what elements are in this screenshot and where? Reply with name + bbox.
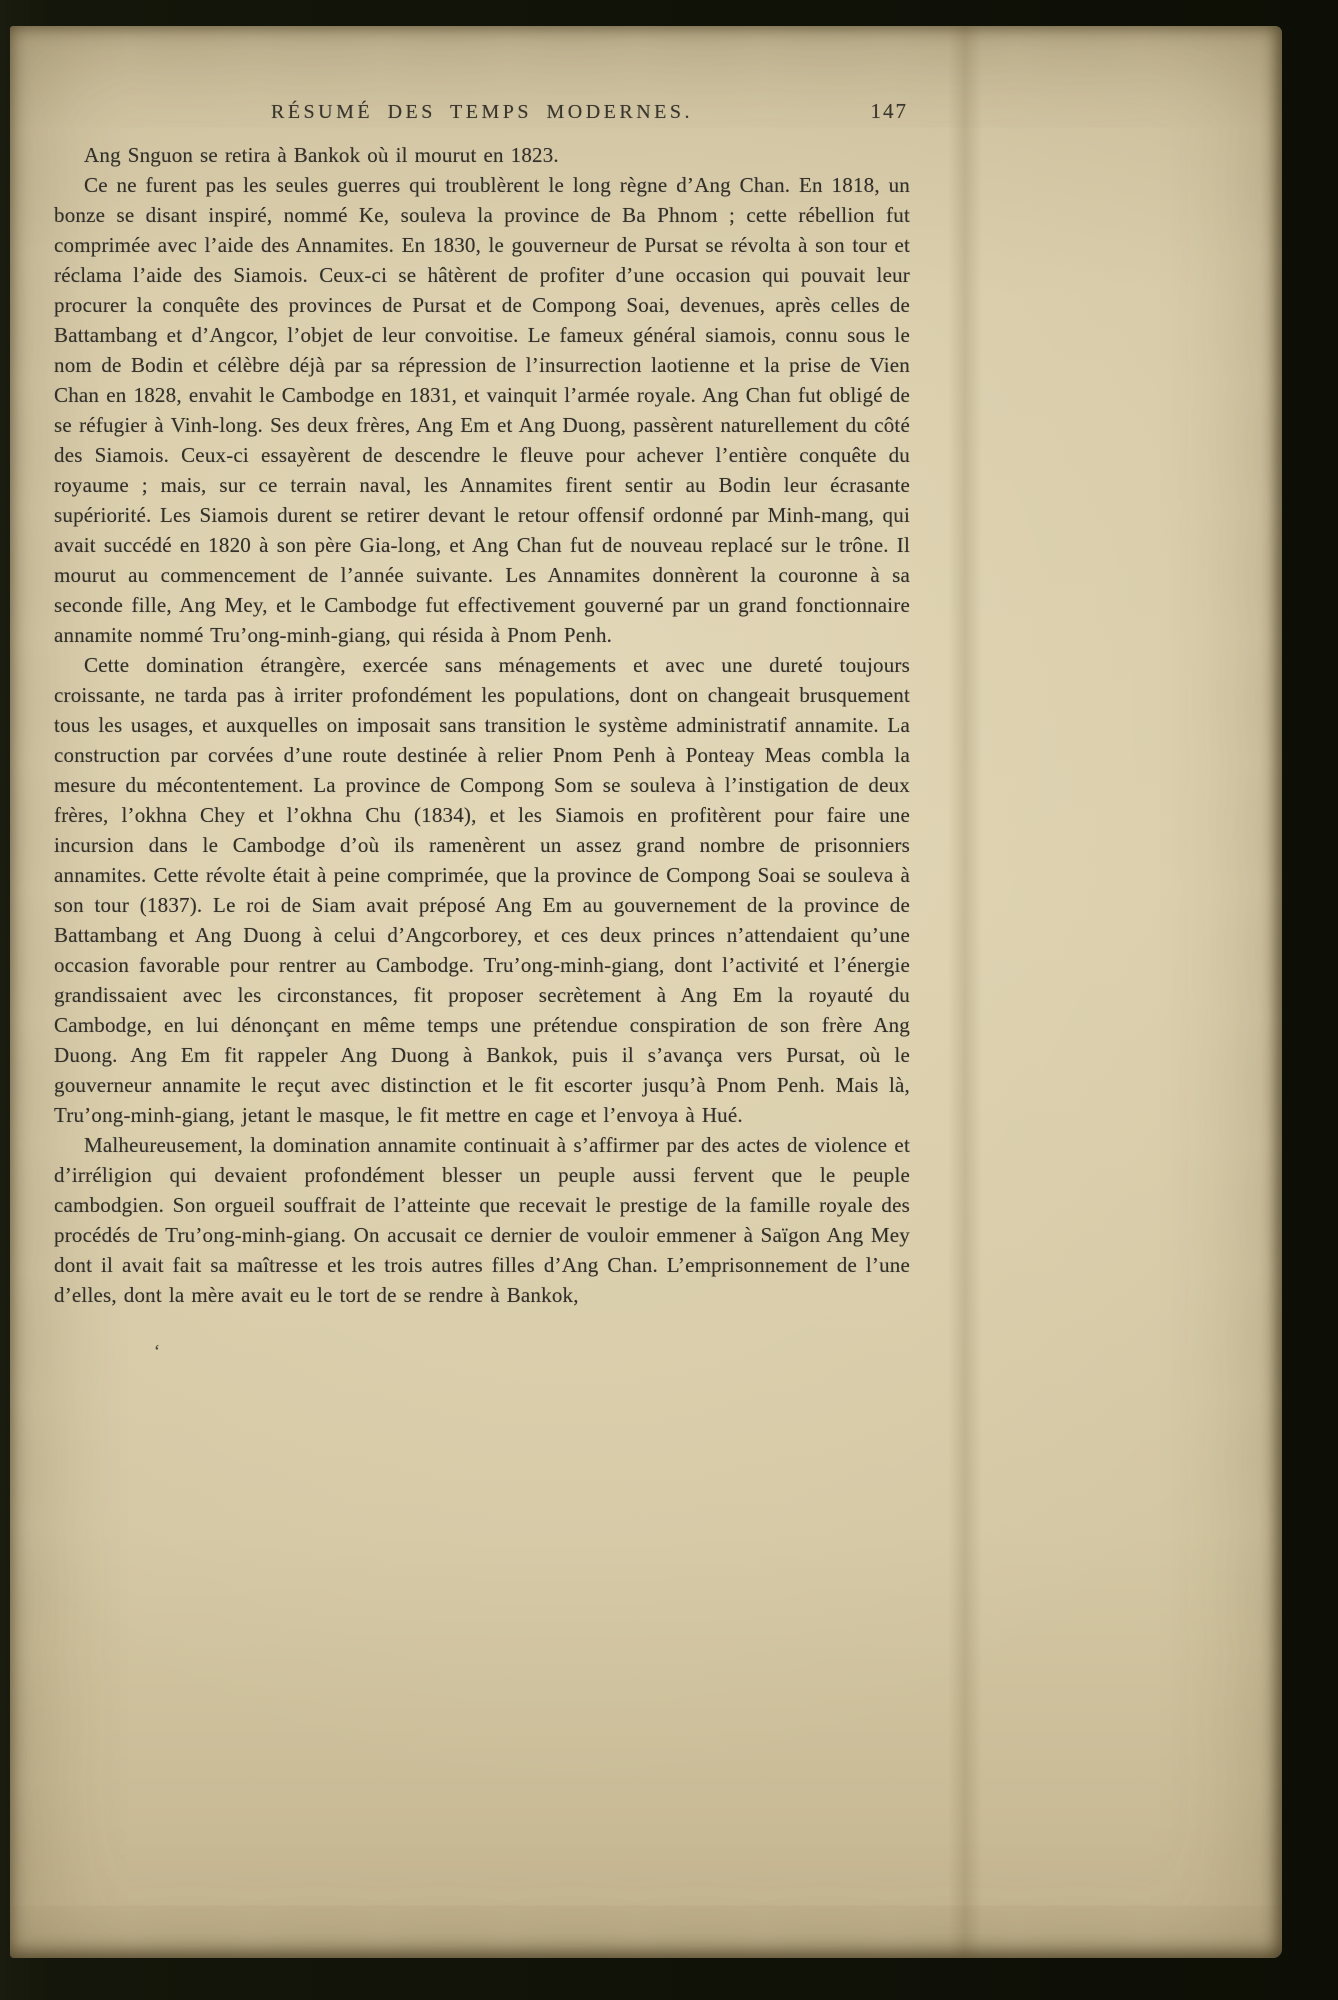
paragraph: Ce ne furent pas les seules guerres qui troublèrent le long règne d’Ang Chan. En 1818, un bonze se disant inspiré, nommé Ke, souleva la province de Ba Phnom ; cette rébellion fut comprimée avec l’aide des Annamites. En 1830, le gouverneur de Pursat se révolta à son tour et réclama l’aide des Siamois. Ceux-ci se hâtèrent de profiter d’une occasion qui pouvait leur procurer la conquête des provinces de Pursat et de Compong Soai, devenues, après celles de Battambang et d’Angcor, l’objet de leur convoitise. Le fameux général siamois, connu sous le nom de Bodin et célèbre déjà par sa répression de l’insurrection laotienne et la prise de Vien Chan en 1828, envahit le Cambodge en 1831, et vainquit l’armée royale. Ang Chan fut obligé de se réfugier à Vinh-long. Ses deux frères, Ang Em et Ang Duong, passèrent naturellement du côté des Siamois. Ceux-ci essayèrent de descendre le fleuve pour achever l’entière conquête du royaume ; mais, sur ce terrain naval, les Annamites firent sentir au Bodin leur écrasante supériorité. Les Siamois durent se retirer devant le retour offensif ordonné par Minh-mang, qui avait succédé en 1820 à son père Gia-long, et Ang Chan fut de nouveau replacé sur le trône. Il mourut au commencement de l’année suivante. Les Annamites donnèrent la couronne à sa seconde fille, Ang Mey, et le Cambodge fut effectivement gouverné par un grand fonctionnaire annamite nommé Tru’ong-minh-giang, qui résida à Pnom Penh. — [54, 173, 910, 647]
paragraph: Cette domination étrangère, exercée sans ménagements et avec une dureté toujours croissante, ne tarda pas à irriter profondément les populations, dont on changeait brusquement tous les usages, et auxquelles on imposait sans transition le système administratif annamite. La construction par corvées d’une route destinée à relier Pnom Penh à Ponteay Meas combla la mesure du mécontentement. La province de Compong Som se souleva à l’instigation de deux frères, l’okhna Chey et l’okhna Chu (1834), et les Siamois en profitèrent pour faire une incursion dans le Cambodge d’où ils ramenèrent un assez grand nombre de prisonniers annamites. Cette révolte était à peine comprimée, que la province de Compong Soai se souleva à son tour (1837). Le roi de Siam avait préposé Ang Em au gouvernement de la province de Battambang et Ang Duong à celui d’Angcorborey, et ces deux princes n’attendaient qu’une occasion favorable pour rentrer au Cambodge. Tru’ong-minh-giang, dont l’activité et l’énergie grandissaient avec les circonstances, fit proposer secrètement à Ang Em la royauté du Cambodge, en lui dénonçant en même temps une prétendue conspiration de son frère Ang Duong. Ang Em fit rappeler Ang Duong à Bankok, puis il s’avança vers Pursat, où le gouverneur annamite le reçut avec distinction et le fit escorter jusqu’à Pnom Penh. Mais là, Tru’ong-minh-giang, jetant le masque, le fit mettre en cage et l’envoya à Hué. — [54, 653, 910, 1127]
book-page — [10, 26, 1282, 1958]
page-crease — [948, 26, 982, 1958]
running-title: RÉSUMÉ DES TEMPS MODERNES. — [270, 101, 694, 123]
page-header — [54, 96, 910, 126]
print-artifact-mark: ‘ — [154, 1341, 160, 1361]
paragraph: Malheureusement, la domination annamite continuait à s’affirmer par des actes de violence et d’irréligion qui devaient profondément blesser un peuple aussi fervent que le peuple cambodgien. Son orgueil souffrait de l’atteinte que recevait le prestige de la famille royale des procédés de Tru’ong-minh-giang. On accusait ce dernier de vouloir emmener à Saïgon Ang Mey dont il avait fait sa maîtresse et les trois autres filles d’Ang Chan. L’emprisonnement de l’une d’elles, dont la mère avait eu le tort de se rendre à Bankok, — [54, 1133, 910, 1307]
page-number: 147 — [870, 99, 908, 123]
text-block — [54, 96, 910, 1366]
paragraph: Ang Snguon se retira à Bankok où il mourut en 1823. — [84, 143, 559, 167]
